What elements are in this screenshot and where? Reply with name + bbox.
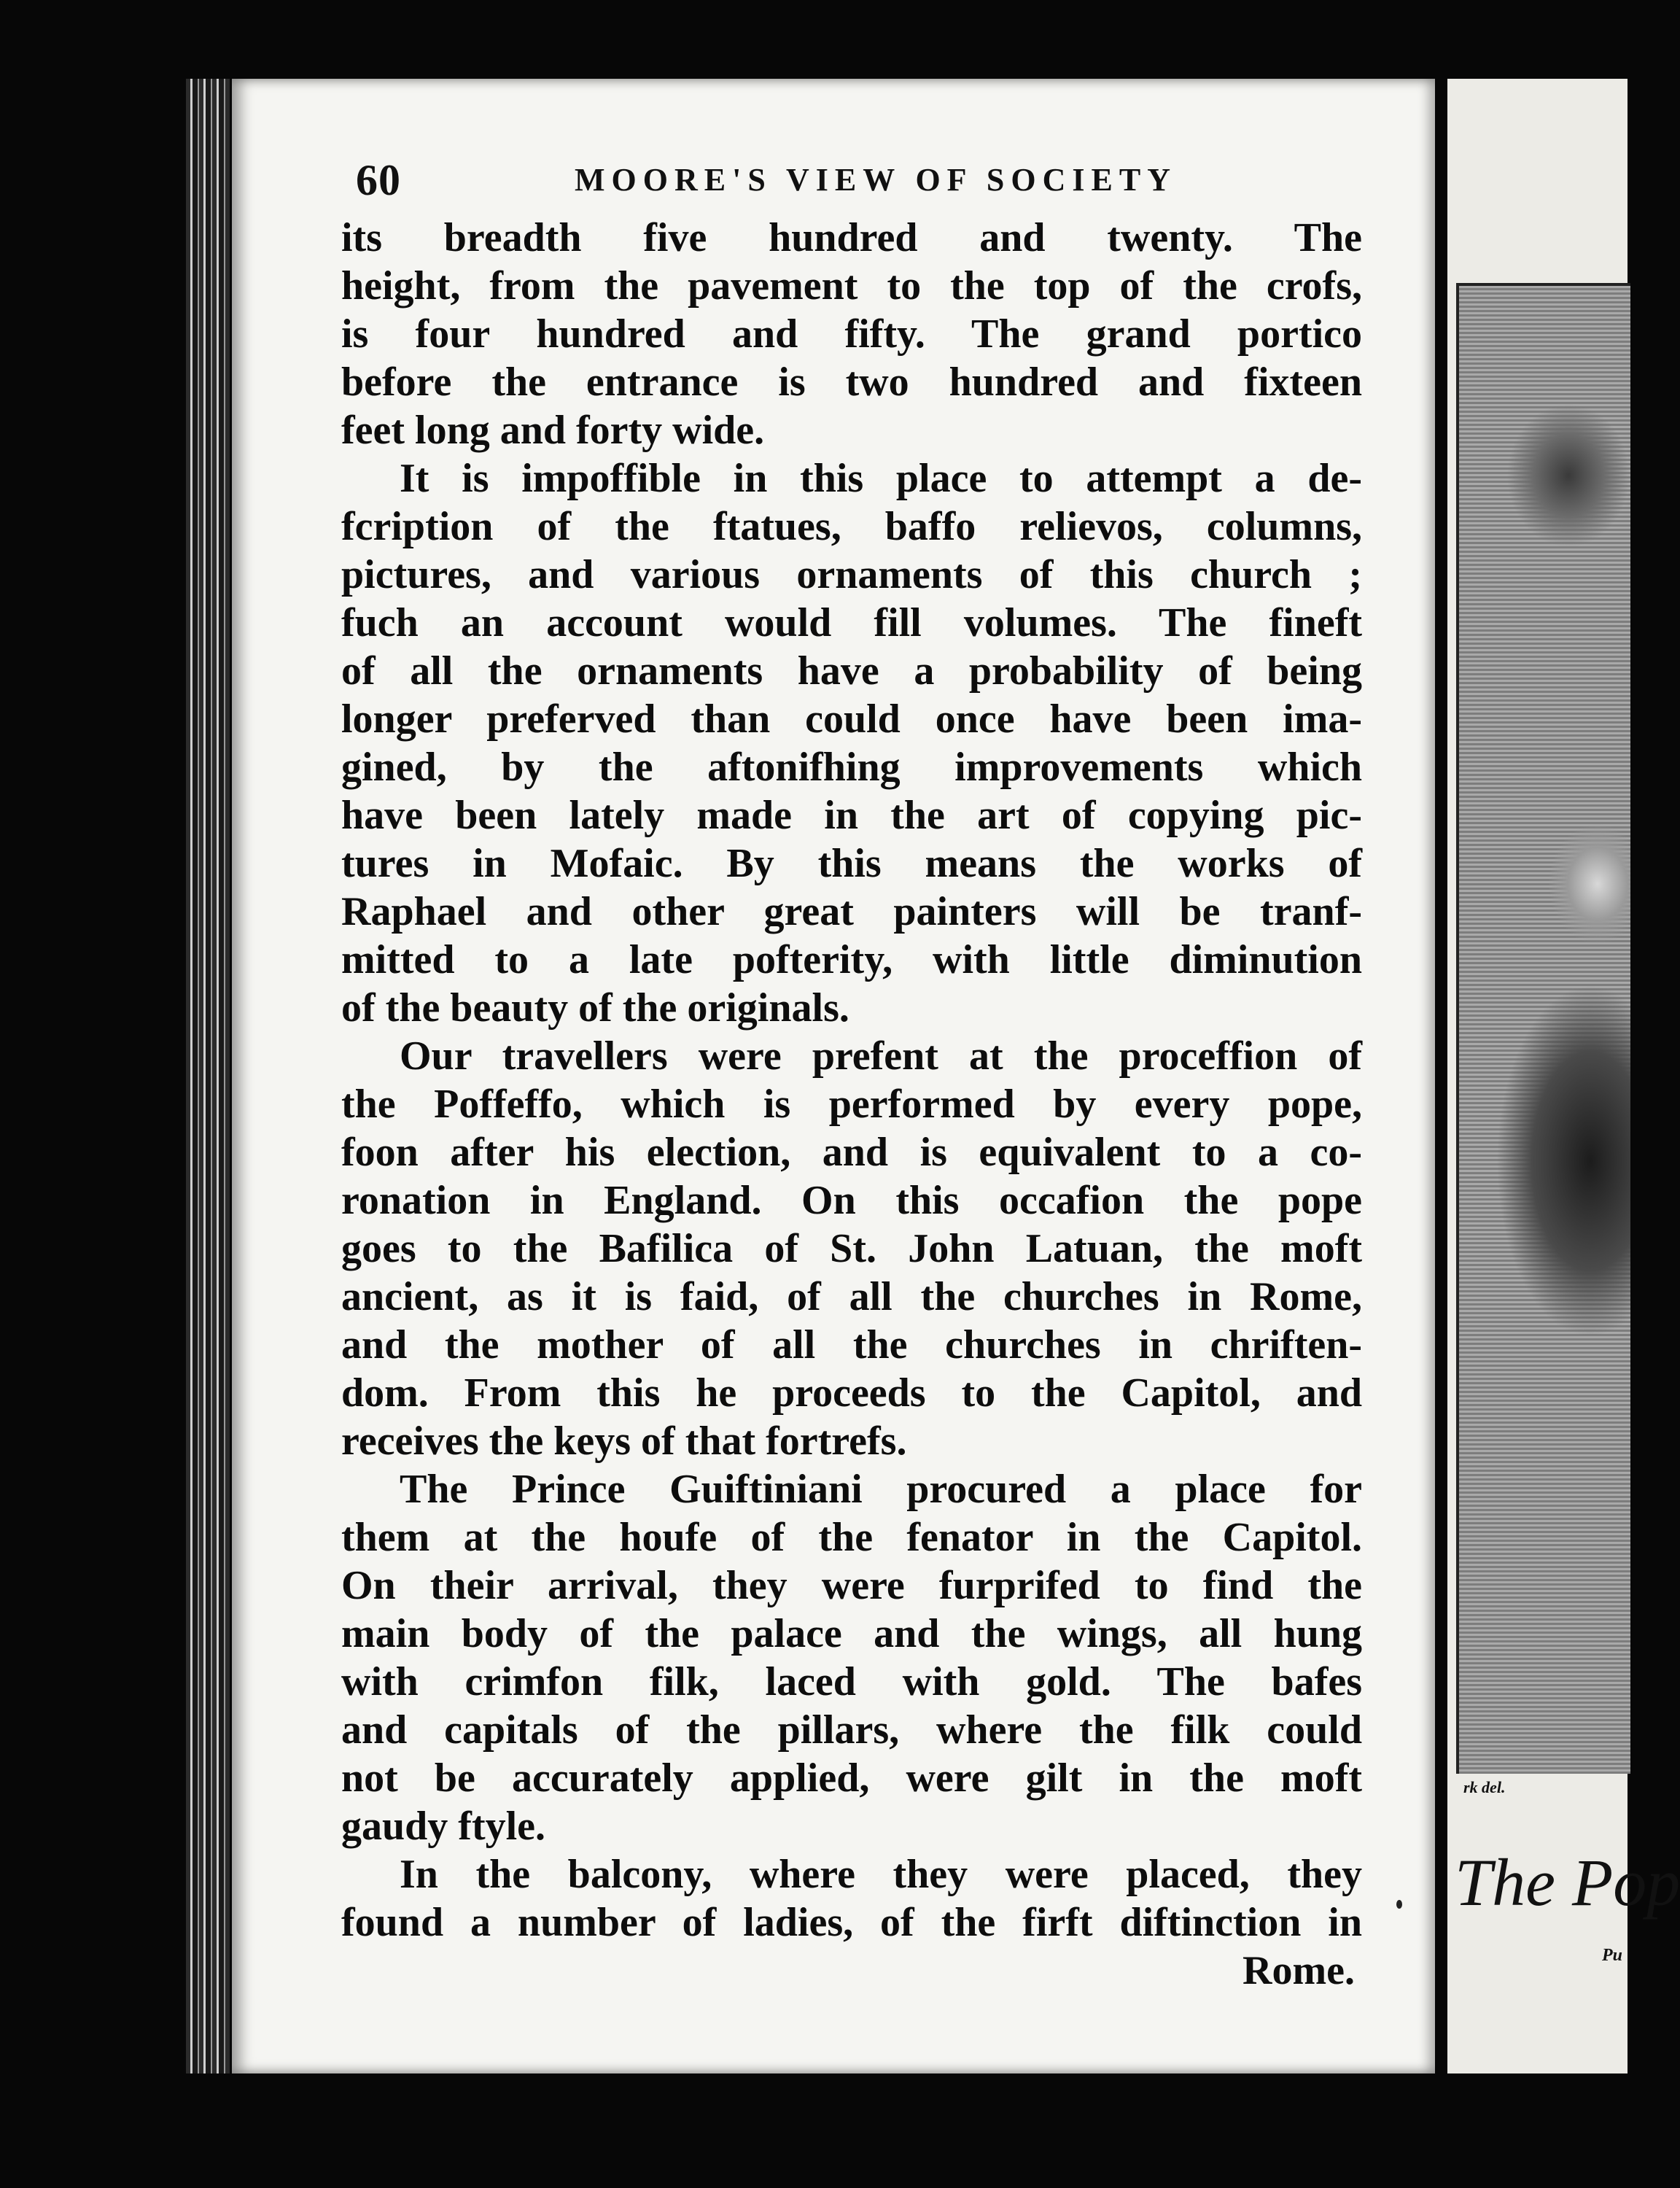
text-line: goes to the Bafilica of St. John Latuan, the moft: [341, 1226, 1362, 1271]
text-line: found a number of ladies, of the firft diftinction in: [341, 1900, 1362, 1945]
catchword: Rome.: [1242, 1948, 1355, 1993]
text-line: them at the houfe of the fenator in the Capitol.: [341, 1515, 1362, 1560]
text-line: ancient, as it is faid, of all the churches in Rome,: [341, 1274, 1362, 1319]
running-title: MOORE'S VIEW OF SOCIETY: [575, 162, 1177, 198]
plate-caption: The Pop: [1455, 1845, 1680, 1920]
text-line: the Poffeffo, which is performed by every pope,: [341, 1082, 1362, 1127]
text-line: height, from the pavement to the top of the crofs,: [341, 263, 1362, 309]
text-line: In the balcony, where they were placed, they: [400, 1852, 1362, 1897]
text-line: not be accurately applied, were gilt in the moft: [341, 1756, 1362, 1801]
text-line: its breadth five hundred and twenty. The: [341, 215, 1362, 260]
text-line: of all the ornaments have a probability of being: [341, 648, 1362, 694]
text-line: have been lately made in the art of copying pic-: [341, 793, 1362, 838]
text-line: On their arrival, they were furprifed to find the: [341, 1563, 1362, 1608]
text-line: feet long and forty wide.: [341, 408, 765, 453]
text-line: fuch an account would fill volumes. The fineft: [341, 600, 1362, 645]
text-line: and the mother of all the churches in chriften-: [341, 1322, 1362, 1368]
text-line: gaudy ftyle.: [341, 1804, 545, 1849]
plate-publisher-line: Pu: [1602, 1946, 1623, 1965]
text-line: is four hundred and fifty. The grand portico: [341, 311, 1362, 357]
book-binding-edge: [186, 79, 230, 2073]
text-line: ronation in England. On this occafion the pope: [341, 1178, 1362, 1223]
text-line: Our travellers were prefent at the proceffion of: [400, 1033, 1362, 1079]
text-line: fcription of the ftatues, baffo relievos, columns,: [341, 504, 1362, 549]
text-line: It is impoffible in this place to attempt a de-: [400, 456, 1362, 501]
text-line: tures in Mofaic. By this means the works of: [341, 841, 1362, 886]
plate-credit: rk del.: [1463, 1778, 1506, 1796]
text-line: The Prince Guiftiniani procured a place for: [400, 1467, 1362, 1512]
engraving-illustration: [1456, 283, 1630, 1774]
text-line: Raphael and other great painters will be tranf-: [341, 889, 1362, 934]
page-number: 60: [356, 156, 401, 204]
text-line: gined, by the aftonifhing improvements which: [341, 745, 1362, 790]
running-head: [356, 155, 1362, 206]
text-line: of the beauty of the originals.: [341, 985, 849, 1031]
ink-speck: [1396, 1900, 1402, 1909]
text-line: receives the keys of that fortrefs.: [341, 1419, 907, 1464]
text-line: dom. From this he proceeds to the Capitol, and: [341, 1370, 1362, 1416]
text-line: and capitals of the pillars, where the filk could: [341, 1707, 1362, 1753]
text-line: before the entrance is two hundred and fixteen: [341, 360, 1362, 405]
text-line: main body of the palace and the wings, all hung: [341, 1611, 1362, 1656]
body-text: [341, 214, 1362, 1995]
facing-plate-page: [1447, 79, 1680, 2073]
text-line: longer preferved than could once have been ima-: [341, 697, 1362, 742]
text-line: mitted to a late pofterity, with little diminution: [341, 937, 1362, 982]
text-line: pictures, and various ornaments of this church ;: [341, 552, 1362, 597]
book-page: [232, 79, 1435, 2073]
text-line: with crimfon filk, laced with gold. The bafes: [341, 1659, 1362, 1704]
text-line: foon after his election, and is equivalent to a co-: [341, 1130, 1362, 1175]
